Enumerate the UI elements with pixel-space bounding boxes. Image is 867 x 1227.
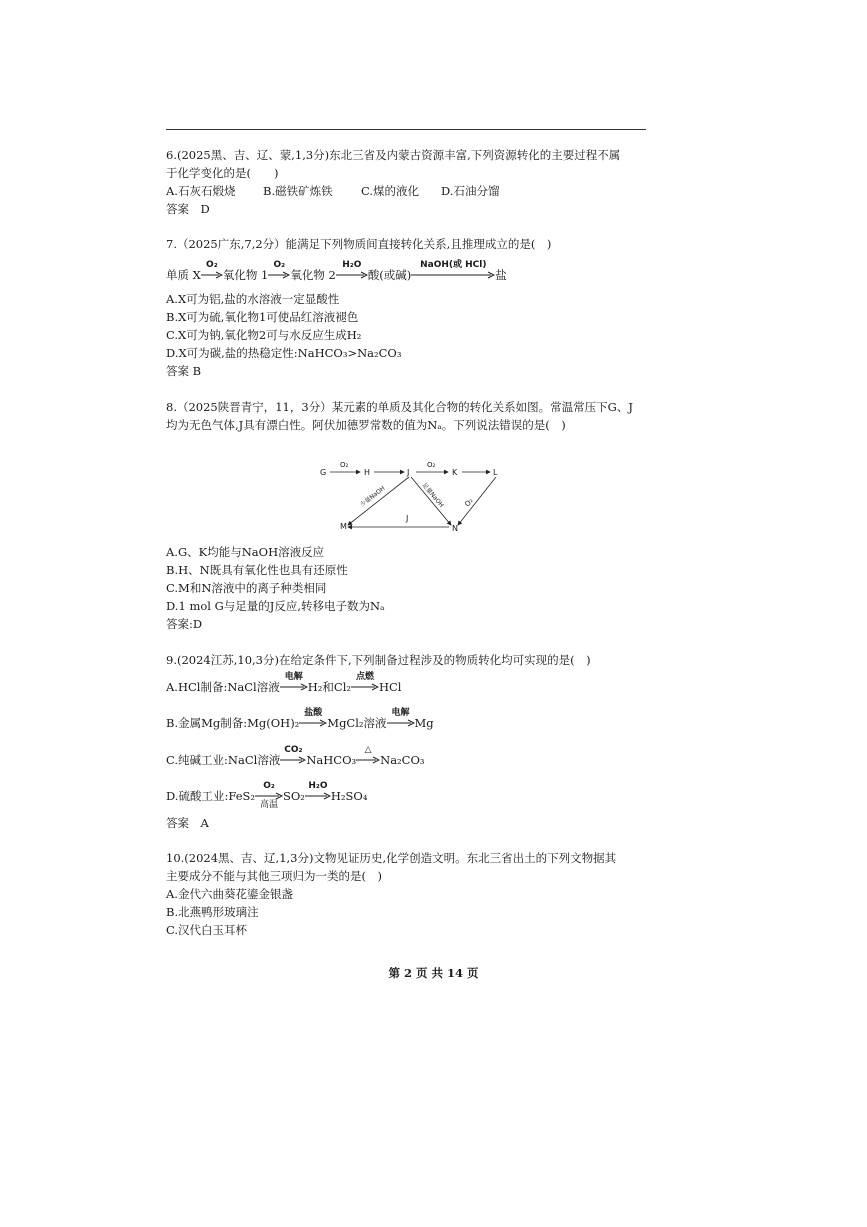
q9-d-arrow-1	[255, 781, 283, 810]
q7-chain-s2: 氧化物 2	[290, 268, 336, 282]
q9-option-a	[166, 672, 402, 695]
q9-d-arrow-2-label: H₂O	[308, 781, 328, 791]
q9-d-part1: D.硫酸工业:FeS₂	[166, 789, 255, 803]
q7-chain-s1: 氧化物 1	[222, 268, 269, 282]
q9-c-arrow-1-label: CO₂	[284, 745, 303, 755]
q9-d-arrow-1-label: O₂	[263, 781, 275, 791]
q7-chain	[166, 260, 507, 283]
q9-d-arrow-2	[305, 781, 331, 800]
q7-answer: 答案 B	[166, 364, 202, 378]
node-g: G	[320, 468, 327, 477]
q10-option-a: A.金代六曲葵花鎏金银盏	[166, 887, 293, 901]
q8-conversion-diagram	[318, 455, 508, 537]
q9-a-arrow-1-label: 电解	[284, 672, 303, 682]
q10-option-b: B.北燕鸭形玻璃注	[166, 905, 259, 919]
edge-j-k-label: O₂	[427, 461, 436, 469]
q7-arrow-1-label: O₂	[206, 260, 218, 270]
page-footer: 第 2 页 共 14 页	[388, 966, 479, 980]
q7-option-b: B.X可为硫,氧化物1可使品红溶液褪色	[166, 310, 359, 324]
q7-chain-s0: 单质 X	[166, 268, 201, 282]
edge-l-n	[458, 477, 496, 525]
q8-option-c: C.M和N溶液中的离子种类相同	[166, 581, 327, 595]
q7-option-c: C.X可为钠,氧化物2可与水反应生成H₂	[166, 328, 362, 342]
q7-arrow-4-label: NaOH(或 HCl)	[420, 260, 487, 270]
node-n: N	[452, 524, 458, 533]
q9-a-part2: H₂和Cl₂	[307, 680, 351, 694]
node-m: M	[340, 522, 347, 531]
q9-c-part1: C.纯碱工业:NaCl溶液	[166, 753, 281, 767]
q9-stem: 9.(2024江苏,10,3分)在给定条件下,下列制备过程涉及的物质转化均可实现的是( )	[166, 653, 591, 667]
q9-b-part3: Mg	[414, 716, 434, 730]
node-h: H	[364, 468, 371, 477]
q9-a-arrow-2	[351, 672, 379, 691]
q7-arrow-2-label: O₂	[273, 260, 286, 270]
q9-d-part3: H₂SO₄	[330, 789, 368, 803]
q9-option-b	[166, 708, 434, 731]
q9-b-arrow-1-label: 盐酸	[304, 708, 323, 718]
q9-option-c	[166, 745, 425, 768]
q7-chain-s3: 酸(或碱)	[367, 268, 412, 282]
q10-option-c: C.汉代白玉耳杯	[166, 923, 248, 937]
q9-b-arrow-2-label: 电解	[391, 708, 410, 718]
q9-option-d	[166, 781, 368, 810]
edge-j-m-label: 少量NaOH	[358, 484, 387, 509]
q9-a-arrow-1	[280, 672, 308, 691]
q10-stem-line2: 主要成分不能与其他三项归为一类的是( )	[166, 869, 382, 883]
q9-c-part2: NaHCO₃	[306, 753, 357, 767]
q9-d-part2: SO₂	[282, 789, 305, 803]
edge-j-n	[411, 477, 451, 525]
q7-arrow-3	[336, 260, 368, 279]
q7-arrow-1	[201, 260, 223, 279]
q6-option-c: C.煤的液化	[361, 184, 420, 198]
q9-b-part2: MgCl₂溶液	[327, 716, 387, 730]
q6-options	[166, 184, 499, 199]
q6-option-a: A.石灰石煅烧	[166, 184, 236, 198]
header-rule	[166, 129, 646, 130]
q9-c-arrow-1	[280, 745, 306, 764]
q9-answer: 答案 A	[166, 816, 209, 830]
q9-b-part1: B.金属Mg制备:Mg(OH)₂	[166, 716, 300, 730]
q8-stem-line1: 8.（2025陕晋青宁，11，3分）某元素的单质及其化合物的转化关系如图。常温常压下G、J	[166, 400, 633, 414]
q8-stem-line2: 均为无色气体,J具有漂白性。阿伏加德罗常数的值为Nₐ。下列说法错误的是( )	[166, 418, 566, 432]
q6-option-d: D.石油分馏	[441, 184, 500, 198]
edge-l-n-label: O₂	[463, 496, 475, 509]
q6-option-b: B.磁铁矿炼铁	[263, 184, 333, 198]
q7-arrow-2	[268, 260, 290, 279]
q7-arrow-4	[411, 260, 495, 279]
q8-option-a: A.G、K均能与NaOH溶液反应	[166, 545, 325, 559]
q9-b-arrow-2	[387, 708, 415, 727]
q7-option-d: D.X可为碳,盐的热稳定性:NaHCO₃>Na₂CO₃	[166, 346, 402, 360]
q9-a-arrow-2-label: 点燃	[355, 672, 374, 682]
q7-stem: 7.（2025广东,7,2分）能满足下列物质间直接转化关系,且推理成立的是( )	[166, 237, 552, 251]
edge-n-m-label: J	[406, 514, 409, 523]
q7-arrow-3-label: H₂O	[342, 260, 362, 270]
q9-c-arrow-2-label: △	[364, 745, 372, 755]
q7-option-a: A.X可为铝,盐的水溶液一定显酸性	[166, 292, 340, 306]
edge-j-n-label: 足量NaOH	[420, 481, 445, 509]
q8-answer: 答案:D	[166, 617, 203, 631]
q9-c-part3: Na₂CO₃	[380, 753, 425, 767]
q9-a-part1: A.HCl制备:NaCl溶液	[166, 680, 280, 694]
node-j: J	[407, 468, 410, 477]
q6-stem-line1: 6.(2025黑、吉、辽、蒙,1,3分)东北三省及内蒙古资源丰富,下列资源转化的主要过程不属	[166, 148, 621, 162]
q9-b-arrow-1	[299, 708, 327, 727]
edge-g-h-label: O₂	[340, 461, 349, 469]
q9-a-part3: HCl	[378, 680, 402, 694]
q9-d-arrow-1-sublabel: 高温	[259, 800, 278, 810]
node-k: K	[452, 468, 458, 477]
q10-stem-line1: 10.(2024黑、吉、辽,1,3分)文物见证历史,化学创造文明。东北三省出土的下列文物据其	[166, 851, 617, 865]
q6-answer: 答案 D	[166, 202, 210, 216]
q9-c-arrow-2	[356, 745, 380, 764]
q8-option-b: B.H、N既具有氧化性也具有还原性	[166, 563, 348, 577]
node-l: L	[493, 468, 498, 477]
q7-chain-s4: 盐	[495, 268, 507, 282]
q8-option-d: D.1 mol G与足量的J反应,转移电子数为Nₐ	[166, 599, 385, 613]
edge-j-m	[348, 477, 409, 525]
q6-stem-line2: 于化学变化的是( )	[166, 166, 279, 180]
